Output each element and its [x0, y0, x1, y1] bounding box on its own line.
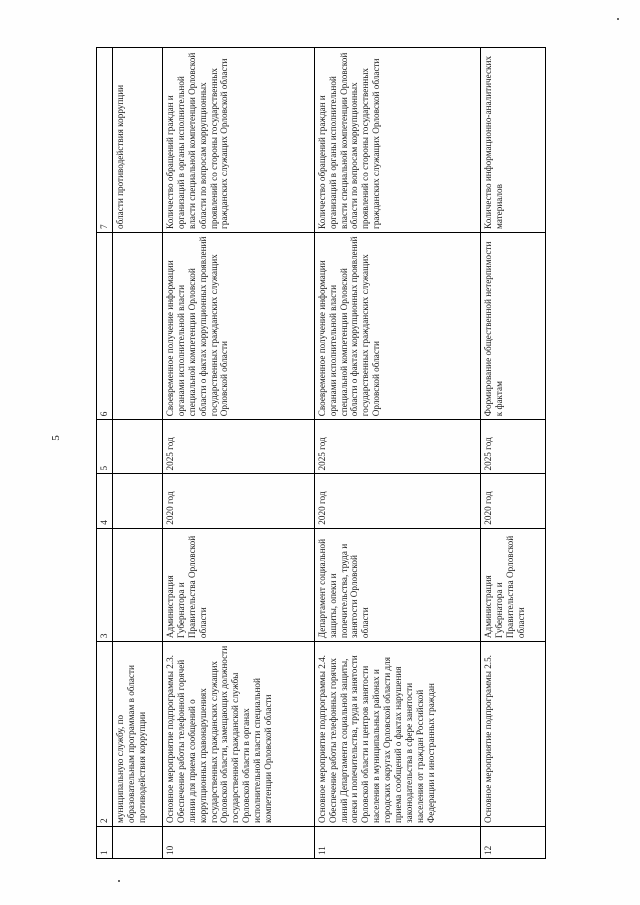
- column-header-7: 7: [97, 48, 113, 233]
- row-measure: Основное мероприятие подпрограммы 2.4. Обеспечение работы телефонных горячих линий Департамента социальной защиты, опеки и попечительства, труда и занятости Орловской области и центров занятости населения в муниципальных районах и городских округах Орловской области для приема сообщений о фактах нарушения законодательства в сфере занятости населения от граждан Российской Федерации и иностранных граждан: [314, 642, 480, 827]
- row-executor: [112, 528, 162, 641]
- table-row: [481, 48, 546, 859]
- program-measures-table: [96, 47, 546, 859]
- row-indicator: Количество обращений граждан и организаций в органы исполнительной власти специальной компетенции Орловской области по вопросам коррупционных проявлений со стороны государственных гражданских служащих Орловской области: [163, 48, 315, 233]
- column-header-4: 4: [97, 474, 113, 528]
- row-measure: Основное мероприятие подпрограммы 2.3. Обеспечение работы телефонной горячей линии для приема сообщений о коррупционных правонарушениях государственных гражданских служащих Орловской области, замещающих должности государственной гражданской службы Орловской области в органах исполнительной власти специальной компетенции Орловской области: [163, 642, 315, 827]
- table-row: [314, 48, 480, 859]
- column-header-3: 3: [97, 528, 113, 641]
- column-header-5: 5: [97, 420, 113, 474]
- row-number: 11: [314, 826, 480, 858]
- row-expected: Своевременное получение информации органами исполнительной власти специальной компетенции Орловской области о фактах коррупционных проявлений государственных гражданских служащих Орловской области: [314, 232, 480, 419]
- scan-speck-top-right: [617, 18, 619, 20]
- row-executor: Администрация Губернатора и Правительства Орловской области: [481, 528, 546, 641]
- row-expected: [112, 232, 162, 419]
- page-number: 5: [50, 435, 62, 441]
- row-start: 2020 год: [481, 474, 546, 528]
- row-end: 2025 год: [481, 420, 546, 474]
- row-measure: Основное мероприятие подпрограммы 2.5.: [481, 642, 546, 827]
- row-expected: Своевременное получение информации органами исполнительной власти специальной компетенции Орловской области о фактах коррупционных проявлений государственных гражданских служащих Орловской области: [163, 232, 315, 419]
- row-number: 12: [481, 826, 546, 858]
- row-expected: Формирование общественной нетерпимости к фактам: [481, 232, 546, 419]
- row-number: [112, 826, 162, 858]
- row-indicator: Количество обращений граждан и организаций в органы исполнительной власти специальной компетенции Орловской области по вопросам коррупционных проявлений со стороны государственных гражданских служащих Орловской области: [314, 48, 480, 233]
- row-executor: Администрация Губернатора и Правительства Орловской области: [163, 528, 315, 641]
- row-number: 10: [163, 826, 315, 858]
- row-start: 2020 год: [314, 474, 480, 528]
- row-indicator: Количество информационно-аналитических материалов: [481, 48, 546, 233]
- row-end: 2025 год: [163, 420, 315, 474]
- column-header-6: 6: [97, 232, 113, 419]
- row-executor: Департамент социальной защиты, опеки и попечительства, труда и занятости Орловской области: [314, 528, 480, 641]
- row-measure: муниципальную службу, по образовательным программам в области противодействия коррупции: [112, 642, 162, 827]
- column-header-1: 1: [97, 826, 113, 858]
- row-indicator: области противодействия коррупции: [112, 48, 162, 233]
- table-row: [163, 48, 315, 859]
- table-row: [112, 48, 162, 859]
- scan-speck-bottom-left: [118, 880, 120, 882]
- column-header-2: 2: [97, 642, 113, 827]
- row-start: 2020 год: [163, 474, 315, 528]
- table-container: [96, 47, 546, 859]
- row-start: [112, 474, 162, 528]
- row-end: [112, 420, 162, 474]
- table-header-row: [97, 48, 113, 859]
- row-end: 2025 год: [314, 420, 480, 474]
